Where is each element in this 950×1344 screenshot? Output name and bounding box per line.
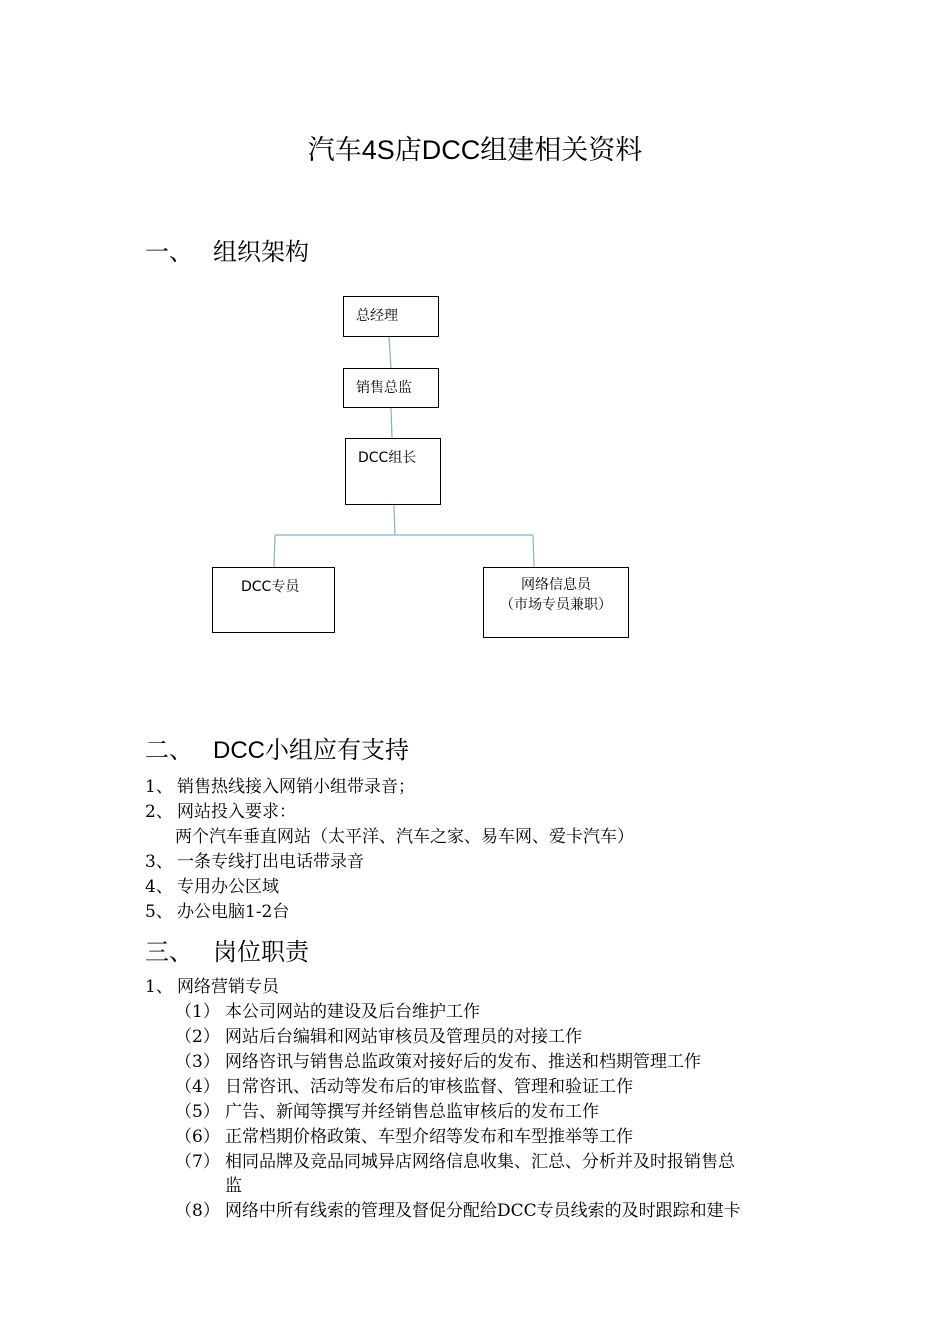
org-box-label: 网络信息员 xyxy=(521,577,591,593)
item-number: 2、 xyxy=(145,802,173,822)
duty-text: 本公司网站的建设及后台维护工作 xyxy=(225,1002,480,1022)
item-text: 网站投入要求： xyxy=(177,802,296,822)
duty-number: （2） xyxy=(175,1027,220,1047)
section-title: 组织架构 xyxy=(213,239,309,266)
org-box-label: 总经理 xyxy=(356,308,398,324)
duty-text: 正常档期价格政策、车型介绍等发布和车型推举等工作 xyxy=(225,1127,633,1147)
duty-number: （7） xyxy=(175,1152,220,1172)
document-title: 汽车4S店DCC组建相关资料 xyxy=(307,135,643,165)
duty-number: （6） xyxy=(175,1127,220,1147)
duty-text: 日常咨讯、活动等发布后的审核监督、管理和验证工作 xyxy=(225,1077,633,1097)
duty-text: 网络中所有线索的管理及督促分配给DCC专员线索的及时跟踪和建卡 xyxy=(225,1201,741,1221)
item-number: 1、 xyxy=(145,777,173,797)
item-number: 3、 xyxy=(145,852,173,872)
connector-branch-specialist xyxy=(274,535,275,567)
item-number: 4、 xyxy=(145,877,173,897)
duty-text: 广告、新闻等撰写并经销售总监审核后的发布工作 xyxy=(225,1102,599,1122)
duty-text: 网络咨讯与销售总监政策对接好后的发布、推送和档期管理工作 xyxy=(225,1052,701,1072)
connector-leader-branch xyxy=(394,505,395,535)
item-number: 5、 xyxy=(145,902,173,922)
org-box-network-info xyxy=(483,567,629,638)
duty-text: 相同品牌及竞品同城异店网络信息收集、汇总、分析并及时报销售总 xyxy=(225,1152,735,1172)
duty-number: （8） xyxy=(175,1201,220,1221)
org-box-label: 销售总监 xyxy=(356,380,412,396)
item-text: 两个汽车垂直网站（太平洋、汽车之家、易车网、爱卡汽车） xyxy=(175,827,634,847)
section-number: 二、 xyxy=(145,737,193,764)
item-number: 1、 xyxy=(145,977,173,997)
org-box-dcc-specialist xyxy=(212,567,335,633)
item-text: 专用办公区域 xyxy=(177,877,279,897)
duty-number: （3） xyxy=(175,1052,220,1072)
duty-text: 网站后台编辑和网站审核员及管理员的对接工作 xyxy=(225,1027,582,1047)
org-box-sales-director xyxy=(343,368,439,408)
item-text: 销售热线接入网销小组带录音； xyxy=(177,777,415,797)
item-text: 网络营销专员 xyxy=(177,977,279,997)
org-box-label: DCC组长 xyxy=(358,450,417,466)
duty-number: （1） xyxy=(175,1002,220,1022)
item-text: 办公电脑1-2台 xyxy=(177,902,290,922)
org-box-label-sub: （市场专员兼职） xyxy=(500,597,612,613)
section-number: 一、 xyxy=(145,239,193,266)
section-title: DCC小组应有支持 xyxy=(213,737,409,764)
org-box-label: DCC专员 xyxy=(241,579,300,595)
section-title: 岗位职责 xyxy=(213,939,309,966)
duty-text: 监 xyxy=(225,1176,242,1196)
org-box-dcc-leader xyxy=(345,438,441,505)
connector-branch-netinfo xyxy=(533,535,534,567)
section-number: 三、 xyxy=(145,939,193,966)
duty-number: （5） xyxy=(175,1102,220,1122)
connector-gm-director xyxy=(389,337,391,368)
item-text: 一条专线打出电话带录音 xyxy=(177,852,364,872)
duty-number: （4） xyxy=(175,1077,220,1097)
connector-director-leader xyxy=(391,408,392,438)
org-box-general-manager xyxy=(343,296,439,337)
